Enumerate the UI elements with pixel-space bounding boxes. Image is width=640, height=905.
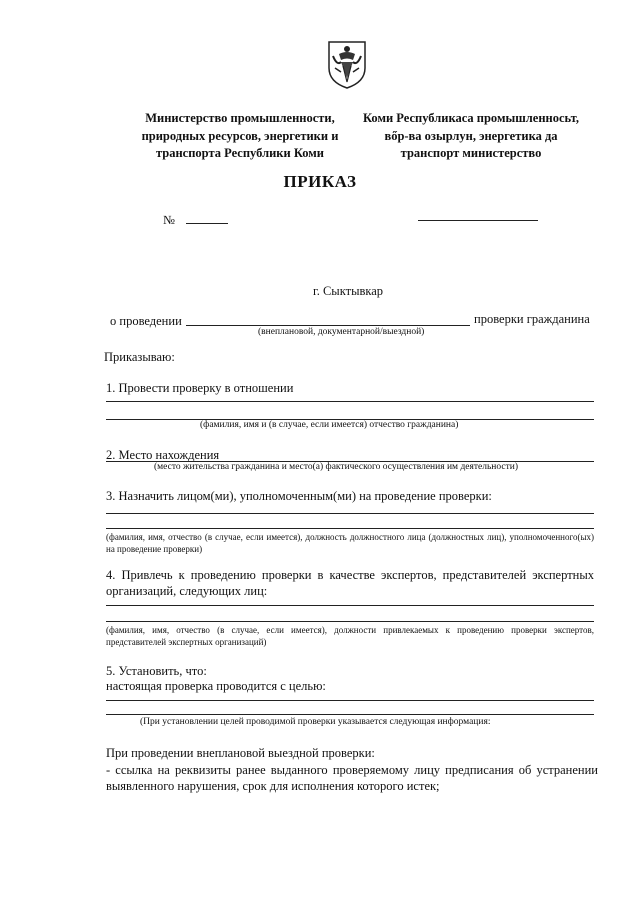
inspection-type-hint: (внеплановой, документарной/выездной)	[258, 327, 425, 337]
item-4-hint: (фамилия, имя, отчество (в случае, если имеется), должности привлекаемых к проведению проверки экспертов, представителей экспертных организаций)	[106, 625, 594, 647]
document-title: ПРИКАЗ	[283, 172, 357, 191]
item-4-text: 4. Привлечь к проведению проверки в качестве экспертов, представителей экспертных организаций, следующих лиц:	[106, 568, 594, 598]
item-3-hint: (фамилия, имя, отчество (в случае, если имеется), должность должностного лица (должностных лиц), уполномоченного(ых) на проведение проверки)	[106, 532, 594, 554]
item-5-hint: (При установлении целей проводимой проверки указывается следующая информация:	[140, 717, 491, 727]
fill-line	[106, 700, 594, 701]
city-name: г. Сыктывкар	[313, 284, 384, 298]
item-3-text: 3. Назначить лицом(ми), уполномоченным(ми) на проведение проверки:	[106, 489, 492, 503]
number-label: №	[163, 213, 175, 227]
coat-of-arms-emblem	[325, 38, 369, 90]
item-2-hint: (место жительства гражданина и место(а) фактического осуществления им деятельности)	[154, 462, 518, 472]
item-1-text: 1. Провести проверку в отношении	[106, 381, 294, 395]
item-5-purpose: настоящая проверка проводится с целью:	[106, 679, 326, 693]
fill-line	[106, 528, 594, 529]
fill-line	[106, 513, 594, 514]
unscheduled-heading: При проведении внеплановой выездной проверки:	[106, 746, 375, 760]
inspection-type-line	[186, 325, 470, 326]
fill-line	[106, 621, 594, 622]
ministry-name-russian: Министерство промышленности, природных ресурсов, энергетики и транспорта Республики Коми	[141, 111, 339, 160]
date-line	[418, 220, 538, 221]
unscheduled-item: - ссылка на реквизиты ранее выданного проверяемому лицу предписания об устранении выявленного нарушения, срок для исполнения которого истек;	[106, 763, 598, 793]
fill-line	[106, 605, 594, 606]
item-1-hint: (фамилия, имя и (в случае, если имеется) отчество гражданина)	[200, 420, 459, 430]
number-line	[186, 223, 228, 224]
about-prefix: о проведении	[110, 314, 182, 328]
about-suffix: проверки гражданина	[474, 312, 590, 326]
item-2-text: 2. Место нахождения	[106, 448, 220, 462]
item-5-text: 5. Установить, что:	[106, 664, 207, 678]
fill-line	[106, 401, 594, 402]
ministry-name-komi: Коми Республикаса промышленносьт, вőр-ва озырлун, энергетика да транспорт министерство	[362, 111, 579, 160]
fill-line	[106, 714, 594, 715]
order-word: Приказываю:	[104, 350, 175, 364]
